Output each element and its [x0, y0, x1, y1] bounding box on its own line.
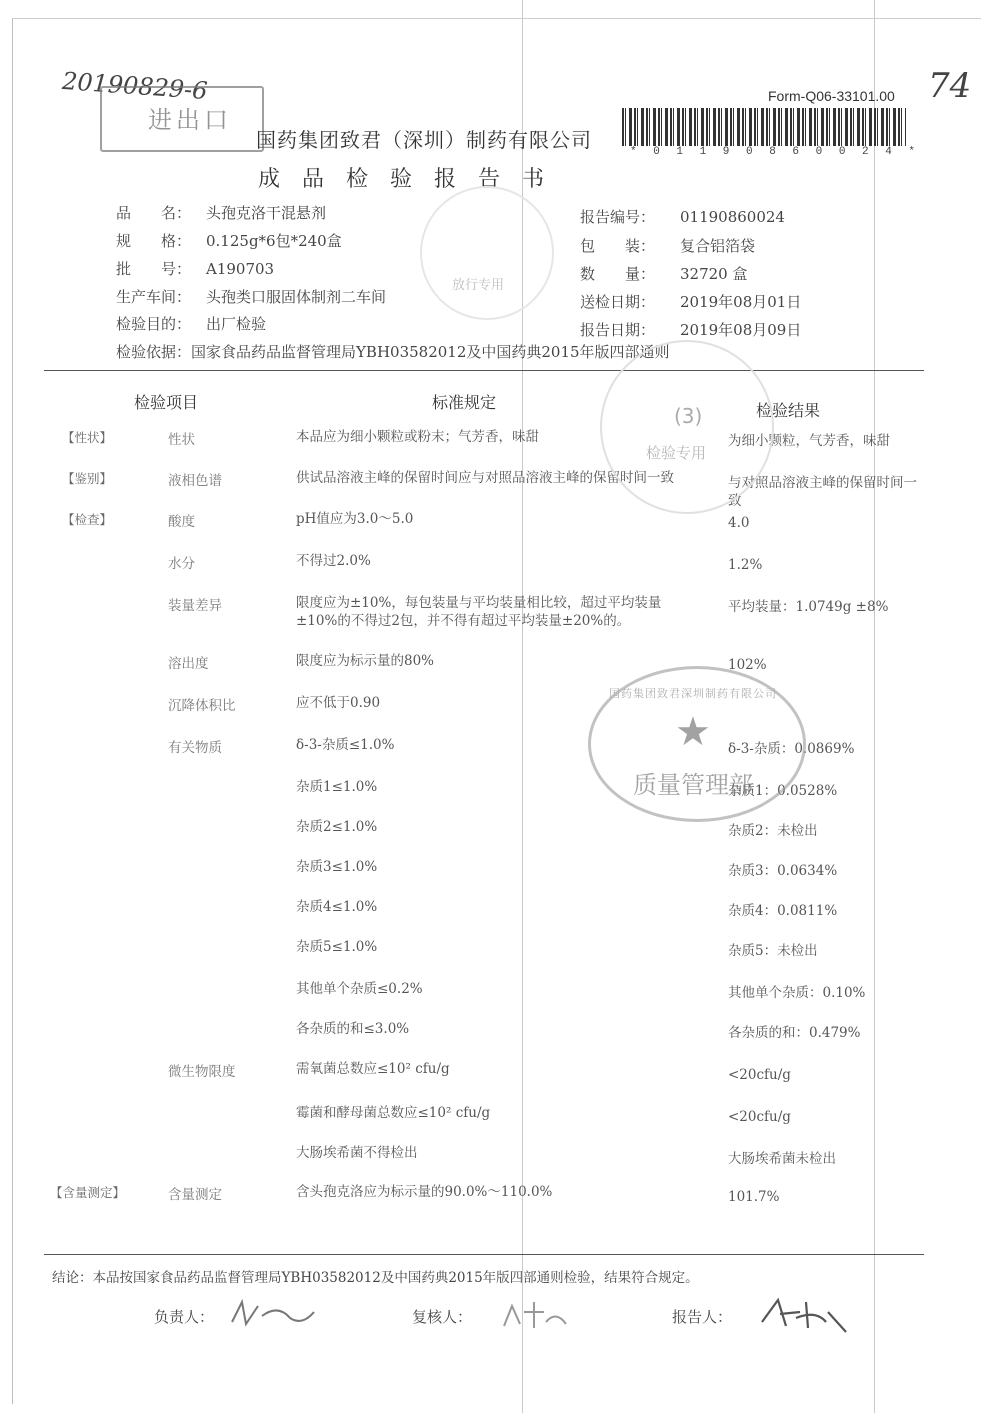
result-text: 杂质2：未检出 [728, 823, 818, 839]
result-text: δ-3-杂质：0.0869% [728, 741, 855, 757]
test-item: 酸度 [168, 514, 195, 530]
spec-field: 规 格： 0.125g*6包*240盒 [116, 232, 342, 250]
result-text: 杂质4：0.0811% [728, 903, 838, 919]
standard-text: 杂质5≤1.0% [296, 939, 378, 955]
standard-text: 大肠埃希菌不得检出 [296, 1145, 418, 1161]
standard-text: 不得过2.0% [296, 553, 371, 569]
qc-stamp [600, 340, 774, 514]
import-stamp-text: 进出口 [148, 106, 232, 134]
header-result: 检验结果 [756, 401, 821, 420]
test-item: 液相色谱 [168, 473, 222, 489]
batch-field: 批 号： A190703 [116, 260, 275, 278]
responsible-label: 负责人： [154, 1308, 215, 1326]
reviewer-label: 复核人： [412, 1308, 473, 1326]
reporter-label: 报告人： [672, 1308, 733, 1326]
product-name-field: 品 名： 头孢克洛干混悬剂 [116, 204, 327, 222]
header-item: 检验项目 [134, 393, 199, 412]
result-text: 杂质1：0.0528% [728, 783, 838, 799]
test-item: 有关物质 [168, 740, 222, 756]
barcode-number: * 0 1 1 9 0 8 6 0 0 2 4 * [630, 146, 921, 158]
test-item: 微生物限度 [168, 1064, 236, 1080]
test-item: 沉降体积比 [168, 698, 236, 714]
release-stamp [420, 186, 554, 320]
standard-text: 含头孢克洛应为标示量的90.0%～110.0% [296, 1184, 553, 1200]
package-field: 包 装： 复合铝箔袋 [580, 237, 756, 255]
standard-text: 霉菌和酵母菌总数应≤10² cfu/g [296, 1105, 491, 1121]
header-divider [44, 370, 924, 371]
conclusion-text: 结论：本品按国家食品药品监督管理局YBH03582012及中国药典2015年版四部通则检验，结果符合规定。 [52, 1270, 699, 1286]
workshop-field: 生产车间： 头孢类口服固体制剂二车间 [116, 288, 387, 306]
result-text: 1.2% [728, 557, 763, 573]
result-text: 其他单个杂质：0.10% [728, 985, 866, 1001]
header-standard: 标准规定 [432, 393, 497, 412]
company-name: 国药集团致君（深圳）制药有限公司 [256, 128, 592, 152]
handwritten-page-number: 74 [928, 66, 972, 106]
standard-text: 应不低于0.90 [296, 695, 381, 711]
standard-text: 杂质3≤1.0% [296, 859, 378, 875]
result-text: 各杂质的和：0.479% [728, 1025, 861, 1041]
test-item: 性状 [168, 432, 195, 448]
import-stamp [100, 86, 264, 152]
report-number-field: 报告编号： 01190860024 [580, 208, 785, 226]
star-icon: ★ [675, 709, 711, 755]
form-number: Form-Q06-33101.00 [768, 88, 895, 104]
category-inspection: 【检查】 [62, 512, 113, 527]
submit-date-field: 送检日期： 2019年08月01日 [580, 293, 802, 311]
release-stamp-text: 放行专用 [452, 278, 505, 293]
test-item: 装量差异 [168, 598, 222, 614]
result-text: 杂质5：未检出 [728, 943, 818, 959]
test-item: 含量测定 [168, 1187, 222, 1203]
result-text: 102% [728, 657, 767, 673]
standard-text: 需氧菌总数应≤10² cfu/g [296, 1061, 450, 1077]
test-item: 水分 [168, 556, 195, 572]
standard-text: 各杂质的和≤3.0% [296, 1021, 410, 1037]
standard-text: 杂质4≤1.0% [296, 899, 378, 915]
seal-dept-name: 质量管理部 [633, 771, 753, 799]
handwritten-date: 20190829-6 [61, 66, 209, 106]
responsible-signature [228, 1296, 318, 1332]
quality-dept-seal [588, 666, 806, 822]
standard-text: 限度应为标示量的80% [296, 653, 435, 669]
result-text: 4.0 [728, 515, 750, 531]
purpose-field: 检验目的： 出厂检验 [116, 315, 267, 333]
result-text: 杂质3：0.0634% [728, 863, 838, 879]
quantity-field: 数 量： 32720 盒 [580, 265, 748, 283]
footer-divider [44, 1254, 924, 1255]
standard-text: 杂质1≤1.0% [296, 779, 378, 795]
qc-stamp-text: 检验专用 [646, 444, 707, 462]
category-properties: 【性状】 [62, 430, 113, 445]
standard-text: 供试品溶液主峰的保留时间应与对照品溶液主峰的保留时间一致 [296, 470, 674, 486]
seal-ring-text: 国药集团致君深圳制药有限公司 [609, 687, 777, 700]
result-text: 大肠埃希菌未检出 [728, 1151, 836, 1167]
result-text: <20cfu/g [728, 1109, 791, 1125]
standard-text: 限度应为±10%，每包装量与平均装量相比较，超过平均装量±10%的不得过2包，并不得有超过平均装量±20%的。 [296, 595, 662, 629]
standard-text: 本品应为细小颗粒或粉末；气芳香，味甜 [296, 429, 539, 445]
category-assay: 【含量测定】 [50, 1185, 126, 1200]
result-text: <20cfu/g [728, 1067, 791, 1083]
result-text: 平均装量：1.0749g ±8% [728, 599, 889, 615]
basis-field: 检验依据：国家食品药品监督管理局YBH03582012及中国药典2015年版四部通则 [116, 343, 670, 361]
reporter-signature [756, 1292, 852, 1338]
standard-text: 杂质2≤1.0% [296, 819, 378, 835]
result-text: 与对照品溶液主峰的保留时间一致 [728, 475, 917, 509]
standard-text: pH值应为3.0～5.0 [296, 511, 414, 527]
report-date-field: 报告日期： 2019年08月09日 [580, 321, 802, 339]
standard-text: δ-3-杂质≤1.0% [296, 737, 395, 753]
result-text: 101.7% [728, 1189, 780, 1205]
barcode [622, 108, 906, 146]
qc-stamp-number: (3) [674, 404, 703, 428]
result-text: 为细小颗粒，气芳香，味甜 [728, 433, 890, 449]
standard-text: 其他单个杂质≤0.2% [296, 981, 423, 997]
test-item: 溶出度 [168, 656, 209, 672]
category-identification: 【鉴别】 [62, 471, 113, 486]
report-title: 成品检验报告书 [258, 167, 567, 192]
reviewer-signature [500, 1298, 570, 1334]
